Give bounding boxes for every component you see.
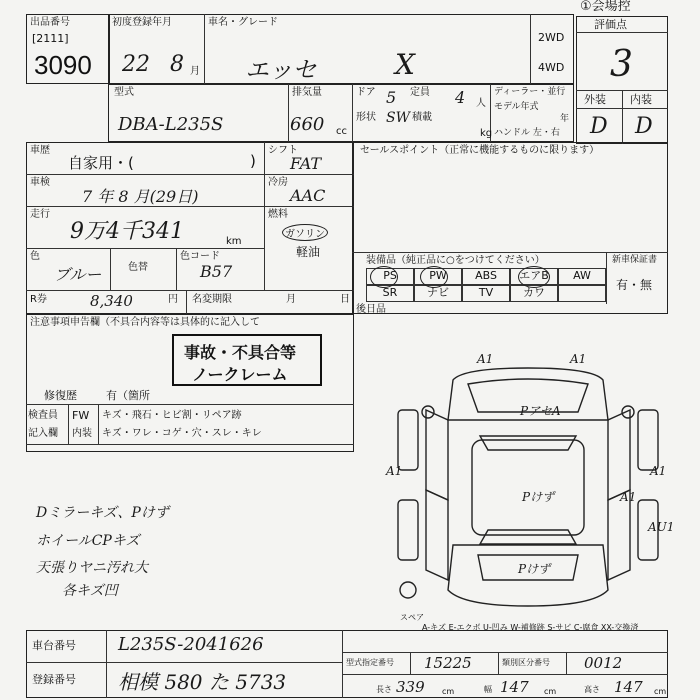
equip-navi: ナビ <box>414 285 462 302</box>
equip-aw: AW <box>558 268 606 285</box>
repair-value: 有（箇所 <box>106 389 150 402</box>
color-code: B57 <box>200 262 233 281</box>
type-cert-value: 15225 <box>424 654 472 672</box>
recycle-label: R券 <box>30 294 47 305</box>
afterfit-label: 後日品 <box>356 304 386 315</box>
first-reg-month: 8 <box>170 52 184 77</box>
storage-label: 名変期限 <box>192 294 232 305</box>
km-unit: km <box>226 236 242 247</box>
usage-label: 車歴 <box>30 145 50 156</box>
damage-front-right: A1 <box>570 352 587 366</box>
new-warranty-value: 有・無 <box>616 278 653 292</box>
drive-2wd: 2WD <box>538 31 565 44</box>
width-cm: cm <box>544 687 557 696</box>
grade-label: 評価点 <box>594 18 627 31</box>
persons-unit: 人 <box>476 98 486 109</box>
fw-text: キズ・飛石・ヒビ割・リペア跡 <box>102 410 242 421</box>
fw-label: FW <box>72 409 90 422</box>
auction-code: [2111] <box>32 32 69 45</box>
chassis-value: L235S-2041626 <box>118 634 264 655</box>
spare-label: スペア <box>400 613 424 622</box>
inner-text: キズ・ワレ・コゲ・穴・スレ・キレ <box>102 428 262 439</box>
interior-value: D <box>635 114 653 139</box>
handwritten-note-3: 天張りヤニ汚れ大 <box>36 560 148 576</box>
damage-right-side: A1 <box>650 464 667 478</box>
damage-front-left: A1 <box>477 352 494 366</box>
model-label: 型式 <box>114 87 134 98</box>
damage-right-au1: AU1 <box>648 520 675 534</box>
handwritten-note-2: ホイールCPキズ <box>36 533 140 549</box>
equip-tv: TV <box>462 285 510 302</box>
exterior-label: 外装 <box>584 93 606 106</box>
ps-circle <box>370 266 398 288</box>
color-label: 色 <box>30 251 40 262</box>
repair-label: 修復歴 <box>44 389 77 402</box>
airbag-circle <box>518 266 550 288</box>
kg-unit: kg <box>480 128 493 139</box>
year-unit: 年 <box>560 114 570 124</box>
ac-label: 冷房 <box>268 177 288 188</box>
car-name-label: 車名・グレード <box>208 17 278 28</box>
height-label: 高さ <box>584 685 600 694</box>
length-label: 長さ <box>376 685 392 694</box>
shape-label: 形状 <box>356 112 376 123</box>
height-cm: cm <box>654 687 667 696</box>
first-reg-year: 22 <box>122 52 150 77</box>
color-code-label: 色コード <box>180 251 220 262</box>
stamp-line1: 事故・不具合等 <box>184 343 297 362</box>
fuel-gasoline: ガソリン <box>282 224 328 241</box>
usage-value: 自家用・( <box>68 154 134 172</box>
cc-unit: cc <box>336 126 347 137</box>
shift-label: シフト <box>268 145 298 156</box>
shape-value: SW <box>386 110 410 126</box>
exterior-value: D <box>590 114 608 139</box>
model-year-label: モデル年式 <box>494 102 539 112</box>
notes-title: 注意事項申告欄（不具合内容等は具体的に記入して <box>30 317 260 328</box>
sales-title: セールスポイント（正常に機能するものに限ります） <box>360 145 600 156</box>
color-no-label: 色替 <box>128 262 148 273</box>
width-value: 147 <box>500 678 529 696</box>
interior-label: 内装 <box>630 93 652 106</box>
usage-close: ) <box>250 152 256 170</box>
mileage-label: 走行 <box>30 209 50 220</box>
month-unit: 月 <box>190 66 200 77</box>
class-label: 類別区分番号 <box>502 658 550 667</box>
entry-label: 記入欄 <box>28 428 58 439</box>
storage-month: 月 <box>286 294 296 305</box>
damage-roof: Pけず <box>522 490 555 504</box>
damage-legend: A-キズ E-エクボ U-凹み W-補修跡 S-サビ C-腐食 XX-交換済 <box>422 623 639 632</box>
shift-value: FAT <box>290 154 322 173</box>
first-reg-label: 初度登録年月 <box>112 17 172 28</box>
handle-label: ハンドル 左・右 <box>494 128 560 138</box>
car-name: エッセ <box>245 56 317 84</box>
length-cm: cm <box>442 687 455 696</box>
pw-circle <box>420 266 448 288</box>
equip-pw: PW <box>414 268 462 285</box>
inspection-label: 車検 <box>30 177 50 188</box>
inner-label: 内装 <box>72 428 92 439</box>
type-cert-label: 型式指定番号 <box>346 658 394 667</box>
load-label: 積載 <box>412 112 432 123</box>
damage-bonnet: PアセA <box>520 404 561 418</box>
exhibit-no-label: 出品番号 <box>30 17 70 28</box>
equip-sr: SR <box>366 285 414 302</box>
exhibit-number: 3090 <box>34 50 92 80</box>
fuel-label: 燃料 <box>268 209 288 220</box>
chassis-label: 車台番号 <box>32 639 76 652</box>
inspection-value: 7 年 8 月(29日) <box>82 187 199 206</box>
displacement-value: 660 <box>290 114 325 135</box>
yen-unit: 円 <box>168 294 178 305</box>
equip-abs: ABS <box>462 268 510 285</box>
damage-right-rear: A1 <box>620 490 637 504</box>
ac-value: AAC <box>290 186 326 205</box>
color-value: ブルー <box>54 265 102 284</box>
handwritten-note-4: 各キズ凹 <box>62 583 118 599</box>
storage-day: 日 <box>340 294 350 305</box>
capacity-value: 4 <box>455 88 466 107</box>
model-value: DBA-L235S <box>118 114 224 135</box>
equipment-title: 装備品（純正品に○をつけてください） <box>366 255 545 266</box>
damage-left-side: A1 <box>386 464 403 478</box>
stamp-line2: ノークレーム <box>192 365 288 384</box>
length-value: 339 <box>396 678 425 696</box>
equip-ps: PS <box>366 268 414 285</box>
doors-value: 5 <box>386 88 397 107</box>
grade: X <box>395 48 415 81</box>
grade-value: 3 <box>610 44 633 85</box>
equip-airbag: エアB <box>510 268 558 285</box>
doors-label: ドア <box>356 87 376 98</box>
venue-copy: ①会場控 <box>580 0 631 14</box>
handwritten-note-1: Dミラーキズ、Pけず <box>36 505 169 521</box>
drive-4wd: 4WD <box>538 61 565 74</box>
car-damage-diagram <box>368 340 688 630</box>
damage-rear: Pけず <box>518 562 551 576</box>
dealer-label: ディーラー・並行 <box>494 87 566 97</box>
displacement-label: 排気量 <box>292 87 322 98</box>
equip-leather: カワ <box>510 285 558 302</box>
reg-value: 相模 580 た 5733 <box>118 670 287 694</box>
recycle-value: 8,340 <box>90 292 133 310</box>
width-label: 幅 <box>484 685 492 694</box>
capacity-label: 定員 <box>410 87 430 98</box>
height-value: 147 <box>614 678 643 696</box>
class-value: 0012 <box>584 654 623 672</box>
new-warranty-label: 新車保証書 <box>612 255 658 265</box>
mileage-value: 9万4千341 <box>70 219 184 244</box>
inspector-label: 検査員 <box>28 410 58 421</box>
reg-label: 登録番号 <box>32 673 76 686</box>
equip-blank <box>558 285 606 302</box>
fuel-diesel: 軽油 <box>296 245 321 259</box>
